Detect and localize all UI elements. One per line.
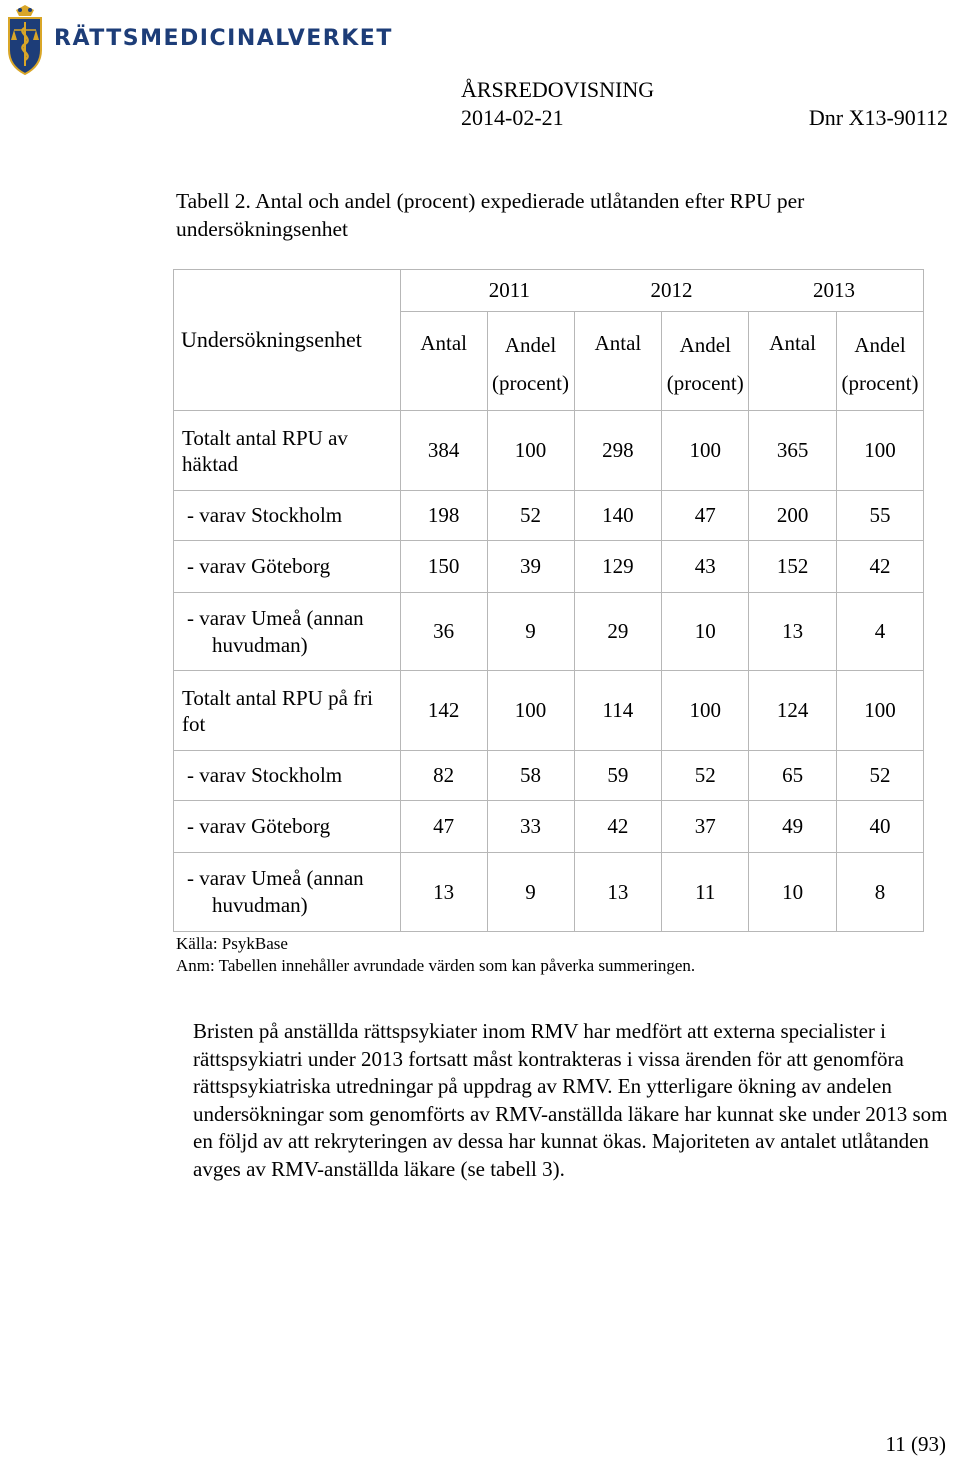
cell: 8	[837, 853, 924, 932]
row-label: - varav Stockholm	[174, 491, 401, 541]
document-title: ÅRSREDOVISNING	[461, 77, 655, 102]
cell: 43	[662, 541, 749, 593]
cell: 10	[749, 853, 837, 932]
document-date: 2014-02-21	[461, 105, 564, 130]
cell: 29	[574, 593, 662, 671]
cell: 114	[574, 671, 662, 751]
row-label: - varav Stockholm	[174, 751, 401, 801]
cell: 36	[400, 593, 487, 671]
cell: 13	[400, 853, 487, 932]
col-antal-2013: Antal	[749, 312, 837, 411]
cell: 129	[574, 541, 662, 593]
remark-note: Anm: Tabellen innehåller avrundade värden som kan påverka summeringen.	[176, 956, 696, 975]
year-2012: 2012	[650, 278, 693, 302]
document-dnr: Dnr X13-90112	[808, 105, 948, 130]
cell: 47	[400, 801, 487, 853]
cell: 100	[662, 411, 749, 491]
cell: 13	[574, 853, 662, 932]
col-andel-2013: Andel (procent)	[837, 312, 924, 411]
cell: 52	[837, 751, 924, 801]
cell: 52	[662, 751, 749, 801]
col-andel-2012: Andel (procent)	[662, 312, 749, 411]
cell: 100	[662, 671, 749, 751]
row-label: - varav Umeå (annan huvudman)	[174, 593, 401, 671]
cell: 33	[487, 801, 574, 853]
cell: 42	[574, 801, 662, 853]
col-andel-2011: Andel (procent)	[487, 312, 574, 411]
cell: 42	[837, 541, 924, 593]
col-antal-2012: Antal	[574, 312, 662, 411]
row-label: - varav Umeå (annan huvudman)	[174, 853, 401, 932]
crest-icon	[6, 4, 44, 80]
table-caption: Tabell 2. Antal och andel (procent) expedierade utlåtanden efter RPU per undersökningsenhet	[176, 189, 805, 241]
table-notes	[176, 933, 695, 977]
cell: 49	[749, 801, 837, 853]
cell: 10	[662, 593, 749, 671]
row-label: - varav Göteborg	[174, 541, 401, 593]
cell: 124	[749, 671, 837, 751]
source-note: Källa: PsykBase	[176, 934, 288, 953]
row-label: Totalt antal RPU på fri fot	[174, 671, 401, 751]
cell: 152	[749, 541, 837, 593]
table-row	[174, 411, 924, 491]
cell: 65	[749, 751, 837, 801]
cell: 100	[837, 671, 924, 751]
year-header	[400, 270, 923, 312]
cell: 82	[400, 751, 487, 801]
cell: 59	[574, 751, 662, 801]
cell: 100	[487, 671, 574, 751]
cell: 365	[749, 411, 837, 491]
cell: 4	[837, 593, 924, 671]
table-row	[174, 541, 924, 593]
org-name: RÄTTSMEDICINALVERKET	[54, 25, 393, 51]
table-row	[174, 853, 924, 932]
body-paragraph: Bristen på anställda rättspsykiater inom RMV har medfört att externa specialister i rättspsykiatri under 2013 fortsatt måst kontrakteras i vissa ärenden för att genomföra rättspsykiatriska utredningar på uppdrag av RMV. En ytterligare ökning av andelen undersökningar som genomförts av RMV-anställda läkare har kunnat ske under 2013 som en följd av att rekryteringen av dessa har kunnat ökas. Majoriteten av antalet utlåtanden avges av RMV-anställda läkare (se tabell 3).	[193, 1019, 948, 1181]
cell: 100	[837, 411, 924, 491]
cell: 13	[749, 593, 837, 671]
cell: 140	[574, 491, 662, 541]
col-antal-2011: Antal	[400, 312, 487, 411]
cell: 39	[487, 541, 574, 593]
row-label: Totalt antal RPU av häktad	[174, 411, 401, 491]
cell: 58	[487, 751, 574, 801]
year-2011: 2011	[488, 278, 531, 302]
cell: 142	[400, 671, 487, 751]
logo	[6, 4, 393, 80]
cell: 384	[400, 411, 487, 491]
cell: 55	[837, 491, 924, 541]
cell: 200	[749, 491, 837, 541]
cell: 198	[400, 491, 487, 541]
table-row	[174, 801, 924, 853]
table-row	[174, 751, 924, 801]
rpu-table	[173, 269, 924, 932]
cell: 100	[487, 411, 574, 491]
row-label: - varav Göteborg	[174, 801, 401, 853]
cell: 52	[487, 491, 574, 541]
page-number: 11 (93)	[885, 1432, 946, 1456]
cell: 37	[662, 801, 749, 853]
year-2013: 2013	[812, 278, 855, 302]
table-row	[174, 593, 924, 671]
table-row	[174, 671, 924, 751]
cell: 9	[487, 853, 574, 932]
cell: 9	[487, 593, 574, 671]
row-header-label: Undersökningsenhet	[174, 270, 401, 411]
cell: 298	[574, 411, 662, 491]
table-row	[174, 491, 924, 541]
cell: 40	[837, 801, 924, 853]
cell: 150	[400, 541, 487, 593]
cell: 11	[662, 853, 749, 932]
cell: 47	[662, 491, 749, 541]
